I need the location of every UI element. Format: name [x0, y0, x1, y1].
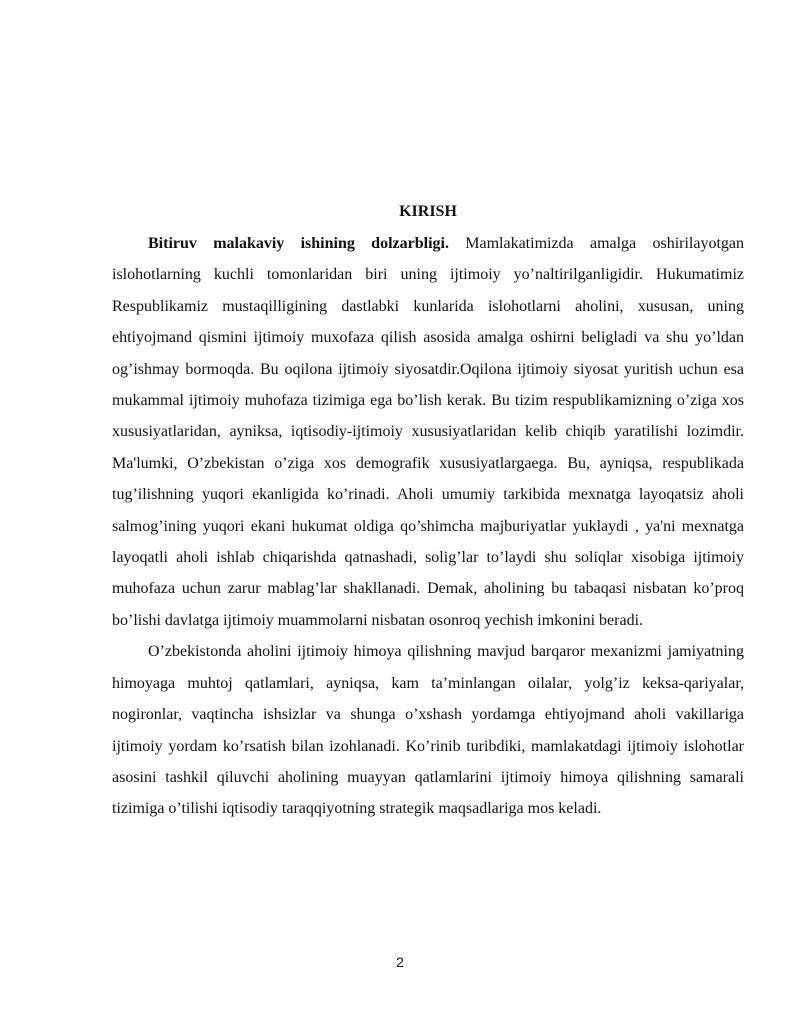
page-number: 2 [396, 954, 404, 970]
paragraph-text: O’zbekistonda aholini ijtimoiy himoya qilishning mavjud barqaror mexanizmi jamiyatning himoyaga muhtoj qatlamlari, ayniqsa, kam ta’minlangan oilalar, yolg’iz keksa-qariyalar, nogironlar, vaqtincha ishsizlar va shunga o’xshash yordamga ehtiyojmand aholi vakillariga ijtimoiy yordam ko’rsatish bilan izohlanadi. Ko’rinib turibdiki, mamlakatdagi ijtimoiy islohotlar asosini tashkil qiluvchi aholining muayyan qatlamlarini ijtimoiy himoya qilishning samarali tizimiga o’tilishi iqtisodiy taraqqiyotning strategik maqsadlariga mos keladi. [112, 643, 744, 818]
paragraph-relevance [112, 228, 744, 636]
section-heading: KIRISH [399, 203, 457, 220]
paragraph-bold-lead: Bitiruv malakaviy ishining dolzarbligi. [148, 235, 449, 252]
paragraph-social-protection [112, 636, 744, 824]
document-page [112, 196, 744, 825]
paragraph-text: Mamlakatimizda amalga oshirilayotgan islohotlarning kuchli tomonlaridan biri uning ijtimoiy yo’naltirilganligidir. Hukumatimiz Respublikamiz mustaqilligining dastlabki kunlarida islohotlarni aholini, xususan, uning ehtiyojmand qismini ijtimoiy muxofaza qilish asosida amalga oshirni beligladi va shu yo’ldan og’ishmay bormoqda. Bu oqilona ijtimoiy siyosatdir.Oqilona ijtimoiy siyosat yuritish uchun esa mukammal ijtimoiy muhofaza tizimiga ega bo’lish kerak. Bu tizim respublikamizning o’ziga xos xususiyatlaridan, ayniksa, iqtisodiy-ijtimoiy xususiyatlaridan kelib chiqib yaratilishi lozimdir. Ma'lumki, O’zbekistan o’ziga xos demografik xususiyatlargaega. Bu, ayniqsa, respublikada tug’ilishning yuqori ekanligida ko’rinadi. Aholi umumiy tarkibida mexnatga layoqatsiz aholi salmog’ining yuqori ekani hukumat oldiga qo’shimcha majburiyatlar yuklaydi , ya'ni mexnatga layoqatli aholi ishlab chiqarishda qatnashadi, solig’lar to’laydi shu soliqlar xisobiga ijtimoiy muhofaza uchun zarur mablag’lar shakllanadi. Demak, aholining bu tabaqasi nisbatan ko’proq bo’lishi davlatga ijtimoiy muammolarni nisbatan osonroq yechish imkonini beradi. [112, 235, 744, 629]
